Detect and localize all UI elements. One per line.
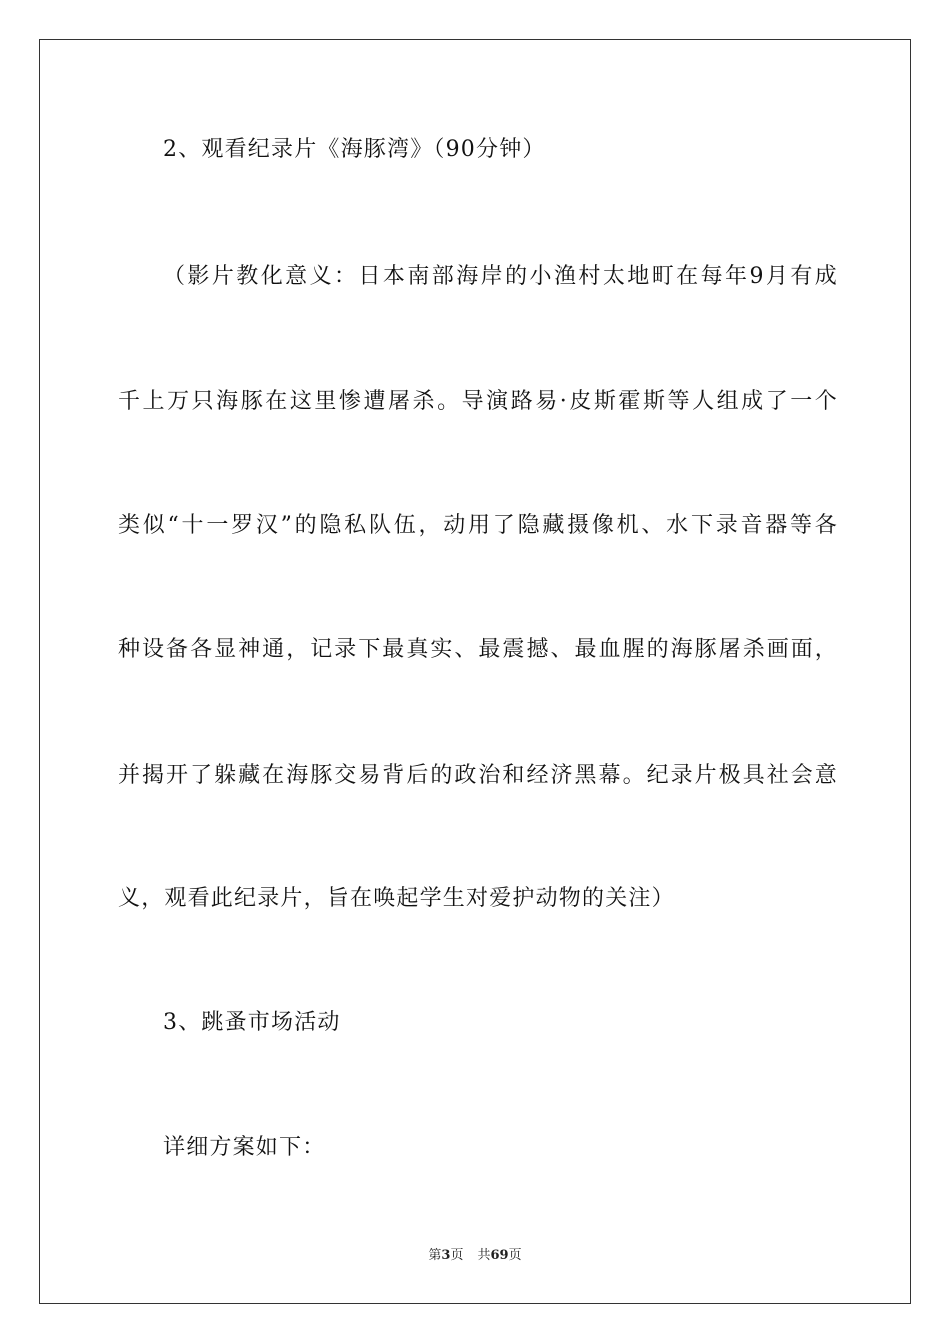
paragraph-line: 并揭开了躲藏在海豚交易背后的政治和经济黑幕。纪录片极具社会意 [118,763,838,788]
section-heading-flea-market: 3、跳蚤市场活动 [163,1010,341,1035]
page-footer [0,1247,950,1265]
paragraph-line: 义，观看此纪录片，旨在唤起学生对爱护动物的关注） [118,886,675,911]
total-label-suffix: 页 [508,1248,522,1263]
paragraph-line: 类似“十一罗汉”的隐私队伍，动用了隐藏摄像机、水下录音器等各 [118,513,838,538]
page-label-suffix: 页 [450,1248,464,1263]
page-label-prefix: 第 [428,1248,442,1263]
total-label-prefix: 共 [477,1248,491,1263]
section-heading-documentary: 2、观看纪录片《海豚湾》（90分钟） [163,137,546,162]
paragraph-line: 种设备各显神通，记录下最真实、最震撼、最血腥的海豚屠杀画面， [118,637,838,662]
plan-intro: 详细方案如下： [163,1135,326,1160]
total-pages-number: 69 [490,1248,509,1263]
page-border [39,39,911,1304]
current-page-number: 3 [441,1248,451,1263]
paragraph-line: （影片教化意义：日本南部海岸的小渔村太地町在每年9月有成 [163,264,838,289]
paragraph-line: 千上万只海豚在这里惨遭屠杀。导演路易·皮斯霍斯等人组成了一个 [118,389,838,414]
